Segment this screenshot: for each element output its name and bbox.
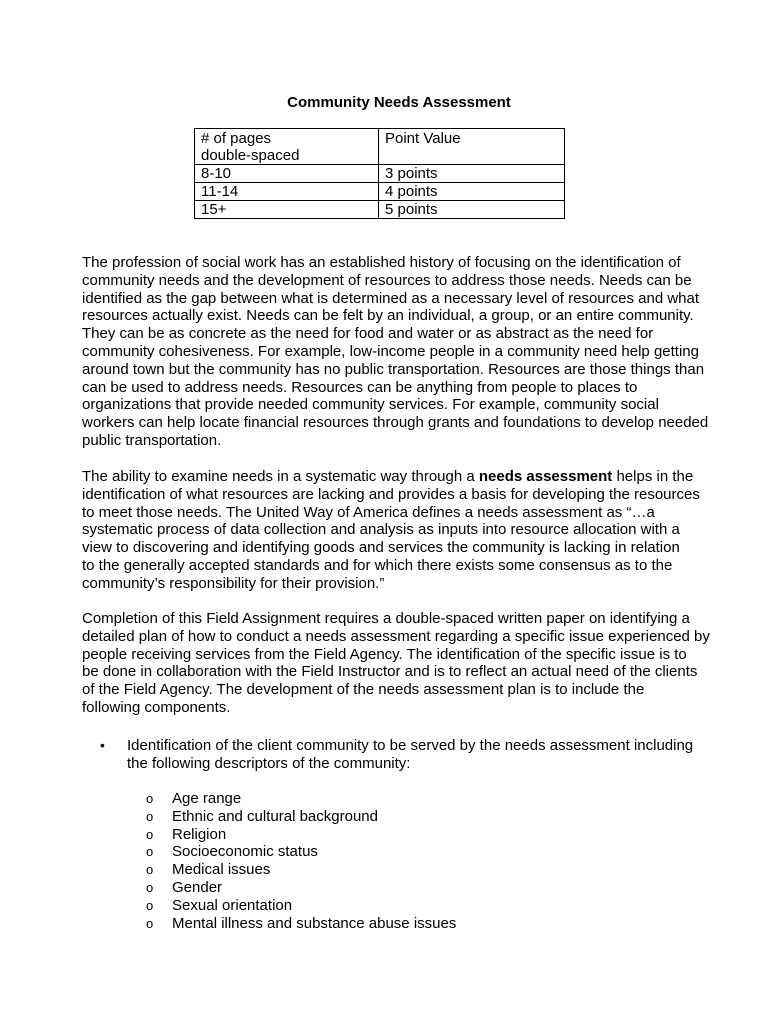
list-item (146, 808, 646, 826)
text-line: organizations that provide needed community services. For example, community social (82, 396, 659, 414)
circle-bullet-icon: o (146, 897, 154, 913)
list-item-label: Medical issues (172, 861, 271, 879)
text-line: to the generally accepted standards and for which there exists some consensus as to the (82, 556, 673, 574)
text-line: people receiving services from the Field Agency. The identification of the specific issue is to (82, 645, 687, 663)
paragraph-field-assignment (82, 610, 722, 717)
document-title: Community Needs Assessment (287, 94, 511, 111)
table-header-points: Point Value (379, 129, 565, 165)
text-segment: The ability to examine needs in a systematic way through a (82, 468, 479, 485)
table-cell-points: 3 points (379, 165, 565, 183)
text-line: Identification of the client community to be served by the needs assessment including (127, 737, 694, 754)
table-cell-points: 4 points (379, 183, 565, 201)
text-line: can be used to address needs. Resources can be anything from people to places to (82, 378, 638, 396)
text-line: Completion of this Field Assignment requires a double-spaced written paper on identifying a (82, 610, 690, 627)
text-line: of the Field Agency. The development of the needs assessment plan is to include the (82, 681, 645, 699)
list-item (146, 915, 646, 933)
table-row (195, 201, 565, 219)
text-line: workers can help locate financial resources through grants and foundations to develop needed (82, 414, 709, 432)
table-header-pages-line2: double-spaced (201, 147, 300, 164)
table-cell-pages: 15+ (195, 201, 379, 219)
table-header-pages-line1: # of pages (201, 130, 272, 147)
text-line: view to discovering and identifying goods and services the community is lacking in relation (82, 539, 680, 557)
circle-bullet-icon: o (146, 915, 154, 931)
circle-bullet-icon: o (146, 862, 154, 878)
list-item (146, 861, 646, 879)
list-item-label: Age range (172, 790, 242, 807)
circle-bullet-icon: o (146, 808, 154, 824)
list-item (100, 737, 722, 773)
text-line: public transportation. (82, 431, 222, 449)
text-line: The profession of social work has an established history of focusing on the identification of (82, 254, 681, 271)
list-item-text (127, 737, 693, 773)
text-line: community needs and the development of resources to address those needs. Needs can be (82, 271, 692, 289)
text-line: resources actually exist. Needs can be felt by an individual, a group, or an entire community. (82, 307, 694, 325)
table-row (195, 165, 565, 183)
list-item (146, 879, 646, 897)
bullet-list (100, 737, 722, 773)
list-item-label: Socioeconomic status (172, 843, 318, 861)
paragraph-social-work-history (82, 254, 722, 450)
text-line: following components. (82, 698, 231, 716)
bold-term-needs-assessment: needs assessment (478, 468, 613, 485)
table-header-pages (195, 129, 379, 165)
table-cell-points: 5 points (379, 201, 565, 219)
list-item (146, 790, 646, 808)
text-line: around town but the community has no public transportation. Resources are those things than (82, 360, 705, 378)
table-cell-pages: 11-14 (195, 183, 379, 201)
text-line: community cohesiveness. For example, low-income people in a community need help getting (82, 342, 699, 360)
text-line: identified as the gap between what is determined as a necessary level of resources and what (82, 289, 700, 307)
list-item-label: Religion (172, 825, 227, 843)
circle-bullet-icon: o (146, 844, 154, 860)
sub-bullet-list (146, 790, 646, 932)
text-line: community’s responsibility for their provision.” (82, 574, 385, 592)
list-item-label: Mental illness and substance abuse issues (172, 914, 457, 932)
points-table (194, 128, 565, 219)
table-row (195, 183, 565, 201)
list-item (146, 897, 646, 915)
circle-bullet-icon: o (146, 879, 154, 895)
paragraph-needs-assessment-definition (82, 468, 722, 593)
text-line: to meet those needs. The United Way of America defines a needs assessment as “…a (82, 503, 655, 521)
text-line: the following descriptors of the community: (127, 754, 411, 772)
list-item-label: Gender (172, 878, 223, 896)
text-segment: helps in the (612, 468, 694, 485)
text-line: systematic process of data collection and analysis as inputs into resource allocation with a (82, 521, 680, 539)
list-item-label: Sexual orientation (172, 896, 293, 914)
table-cell-pages: 8-10 (195, 165, 379, 183)
table-header-row (195, 129, 565, 165)
text-line: detailed plan of how to conduct a needs assessment regarding a specific issue experienced by (82, 627, 710, 645)
text-line: identification of what resources are lacking and provides a basis for developing the resources (82, 485, 700, 503)
text-line: be done in collaboration with the Field Instructor and is to reflect an actual need of the clients (82, 663, 698, 681)
list-item (146, 826, 646, 844)
bullet-icon: • (100, 737, 105, 753)
list-item (146, 843, 646, 861)
list-item-label: Ethnic and cultural background (172, 807, 378, 825)
text-line (82, 468, 722, 486)
circle-bullet-icon: o (146, 826, 154, 842)
text-line: They can be as concrete as the need for food and water or as abstract as the need for (82, 325, 654, 343)
circle-bullet-icon: o (146, 791, 154, 806)
